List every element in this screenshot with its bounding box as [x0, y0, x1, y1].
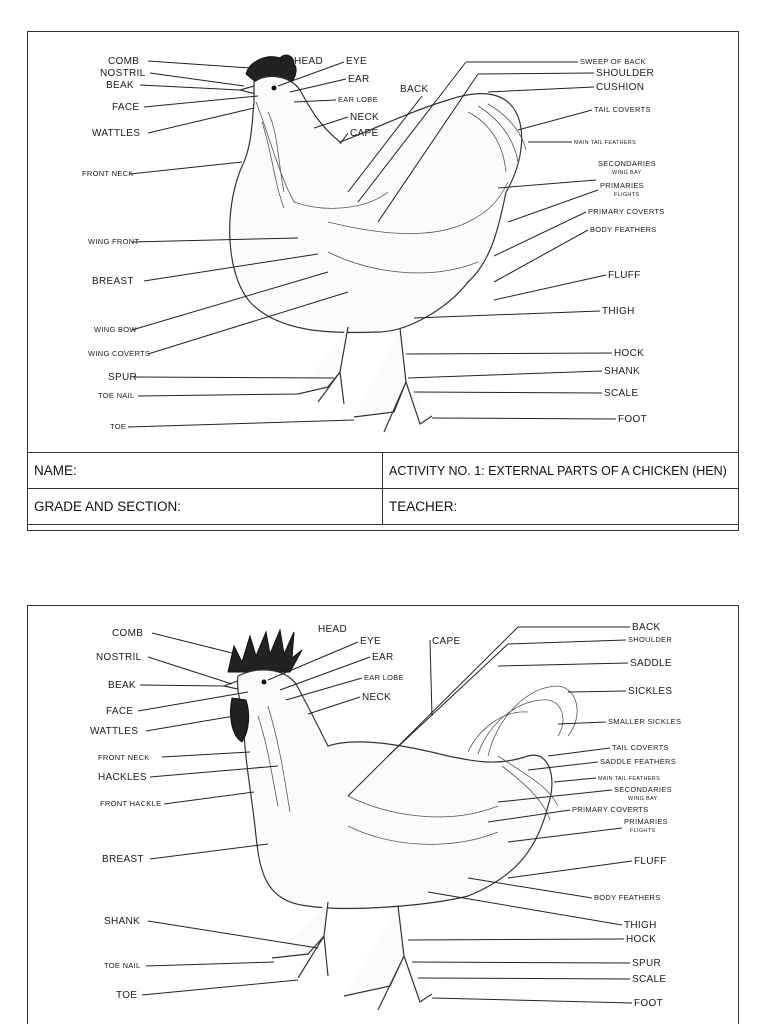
rooster-label-primaries-sub: FLIGHTS: [630, 828, 656, 834]
rooster-label-toe-nail: TOE NAIL: [104, 961, 141, 970]
hen-label-shank: SHANK: [604, 366, 640, 377]
hen-label-thigh: THIGH: [602, 306, 635, 317]
rooster-label-primaries: PRIMARIES: [624, 817, 668, 826]
hen-label-cape: CAPE: [350, 128, 379, 139]
rooster-label-head: HEAD: [318, 624, 347, 635]
rooster-comb: [228, 630, 302, 672]
hen-label-wing-front: WING FRONT: [88, 237, 140, 246]
rooster-label-saddle: SADDLE: [630, 658, 672, 669]
hen-label-body-feathers: BODY FEATHERS: [590, 225, 657, 234]
hen-label-tail-coverts: TAIL COVERTS: [594, 105, 651, 114]
rooster-label-primary-coverts: PRIMARY COVERTS: [572, 805, 649, 814]
hen-info-table: [27, 452, 739, 525]
hen-label-toe-nail: TOE NAIL: [98, 391, 135, 400]
rooster-label-comb: COMB: [112, 628, 144, 639]
rooster-worksheet-card: [27, 605, 739, 1024]
hen-label-ear: EAR: [348, 74, 370, 85]
rooster-label-front-neck: FRONT NECK: [98, 753, 150, 762]
hen-eye: [272, 86, 277, 91]
hen-label-comb: COMB: [108, 56, 140, 67]
name-field[interactable]: [28, 453, 383, 489]
rooster-label-main-tail-feathers: MAIN TAIL FEATHERS: [598, 776, 661, 782]
hen-label-ear-lobe: EAR LOBE: [338, 95, 378, 104]
hen-label-wing-bow: WING BOW: [94, 325, 137, 334]
rooster-body-outline: [238, 670, 552, 909]
hen-worksheet-card: [27, 31, 739, 531]
rooster-label-body-feathers: BODY FEATHERS: [594, 893, 661, 902]
rooster-label-wattles: WATTLES: [90, 726, 139, 737]
rooster-label-tail-coverts: TAIL COVERTS: [612, 743, 669, 752]
hen-label-primaries-sub: FLIGHTS: [614, 192, 640, 198]
grade-label: GRADE AND SECTION:: [34, 499, 182, 514]
hen-label-eye: EYE: [346, 56, 367, 67]
rooster-label-saddle-feathers: SADDLE FEATHERS: [600, 757, 677, 766]
rooster-label-hock: HOCK: [626, 934, 657, 945]
rooster-label-face: FACE: [106, 706, 134, 717]
rooster-label-ear: EAR: [372, 652, 394, 663]
rooster-label-eye: EYE: [360, 636, 381, 647]
rooster-label-front-hackle: FRONT HACKLE: [100, 799, 162, 808]
activity-title: ACTIVITY NO. 1: EXTERNAL PARTS OF A CHICKEN (HEN): [383, 453, 739, 489]
rooster-label-cape: CAPE: [432, 636, 461, 647]
name-label: NAME:: [34, 463, 77, 478]
hen-label-foot: FOOT: [618, 414, 647, 425]
rooster-label-fluff: FLUFF: [634, 856, 667, 867]
hen-label-hock: HOCK: [614, 348, 645, 359]
hen-label-wattles: WATTLES: [92, 128, 141, 139]
hen-right-leg: [354, 328, 432, 432]
hen-label-beak: BEAK: [106, 80, 134, 91]
hen-label-breast: BREAST: [92, 276, 134, 287]
rooster-label-hackles: HACKLES: [98, 772, 147, 783]
rooster-label-scale: SCALE: [632, 974, 667, 985]
teacher-field[interactable]: [383, 489, 739, 525]
rooster-label-shank: SHANK: [104, 916, 140, 927]
teacher-label: TEACHER:: [389, 499, 458, 514]
rooster-eye: [262, 680, 267, 685]
rooster-right-leg: [344, 906, 432, 1010]
rooster-label-shoulder: SHOULDER: [628, 635, 673, 644]
rooster-label-breast: BREAST: [102, 854, 144, 865]
hen-label-nostril: NOSTRIL: [100, 68, 146, 79]
rooster-illustration: [224, 630, 577, 1010]
rooster-wattle: [230, 698, 248, 742]
rooster-label-secondaries-sub: WING BAY: [628, 796, 658, 802]
rooster-sickle-1: [488, 686, 577, 756]
rooster-label-spur: SPUR: [632, 958, 661, 969]
grade-section-field[interactable]: [28, 489, 383, 525]
hen-label-back: BACK: [400, 84, 429, 95]
hen-label-shoulder: SHOULDER: [596, 68, 654, 79]
hen-label-main-tail-feathers: MAIN TAIL FEATHERS: [574, 140, 637, 146]
hen-label-spur: SPUR: [108, 372, 137, 383]
hen-label-secondaries: SECONDARIES: [598, 159, 656, 168]
rooster-label-sickles: SICKLES: [628, 686, 673, 697]
rooster-label-smaller-sickles: SMALLER SICKLES: [608, 717, 682, 726]
hen-label-wing-coverts: WING COVERTS: [88, 349, 151, 358]
rooster-label-foot: FOOT: [634, 998, 663, 1009]
rooster-sickle-3: [468, 712, 528, 752]
rooster-label-toe: TOE: [116, 990, 138, 1001]
hen-label-secondaries-sub: WING BAY: [612, 170, 642, 176]
hen-label-face: FACE: [112, 102, 140, 113]
rooster-label-ear-lobe: EAR LOBE: [364, 673, 404, 682]
hen-label-cushion: CUSHION: [596, 82, 645, 93]
hen-label-primary-coverts: PRIMARY COVERTS: [588, 207, 665, 216]
hen-diagram: [28, 32, 740, 452]
rooster-left-leg: [272, 902, 328, 978]
rooster-label-neck: NECK: [362, 692, 391, 703]
rooster-label-back: BACK: [632, 622, 661, 633]
hen-label-front-neck: FRONT NECK: [82, 169, 134, 178]
hen-label-fluff: FLUFF: [608, 270, 641, 281]
hen-left-leg: [298, 327, 348, 404]
rooster-label-thigh: THIGH: [624, 920, 657, 931]
hen-label-head: HEAD: [294, 56, 323, 67]
rooster-label-nostril: NOSTRIL: [96, 652, 142, 663]
hen-label-scale: SCALE: [604, 388, 639, 399]
hen-label-toe: TOE: [110, 422, 127, 431]
hen-label-sweep-of-back: SWEEP OF BACK: [580, 57, 646, 66]
hen-label-neck: NECK: [350, 112, 379, 123]
rooster-label-secondaries: SECONDARIES: [614, 785, 672, 794]
rooster-diagram: [28, 606, 740, 1025]
rooster-label-beak: BEAK: [108, 680, 136, 691]
hen-label-primaries: PRIMARIES: [600, 181, 644, 190]
